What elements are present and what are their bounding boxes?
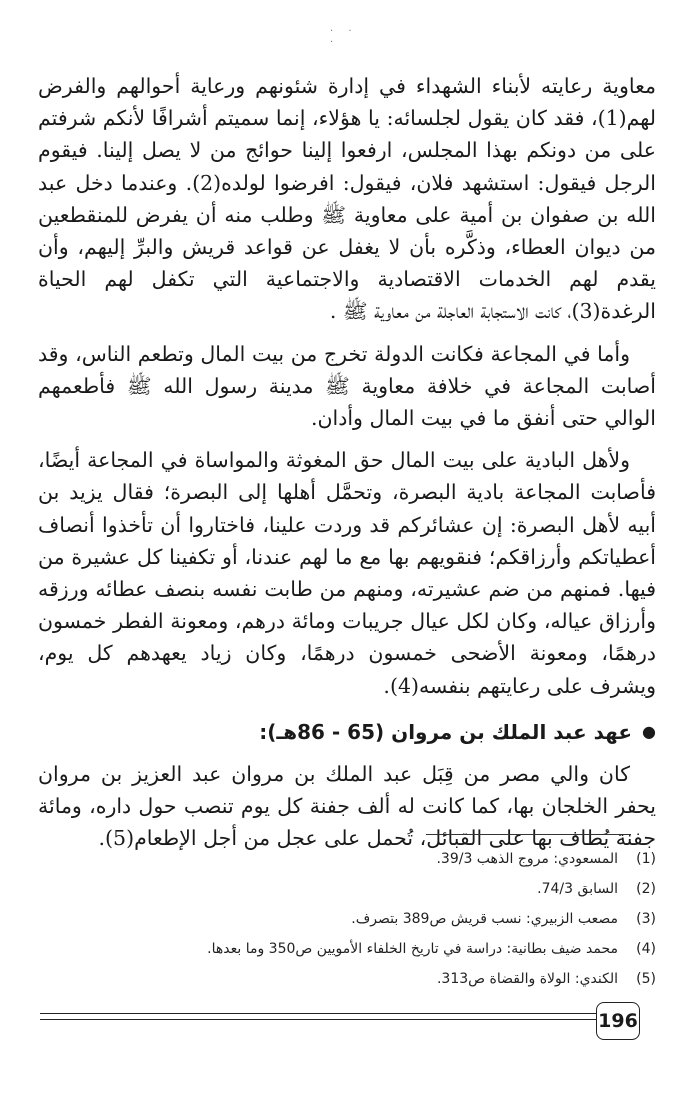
- footnote-separator: [426, 834, 631, 835]
- footer-rule-bottom: [40, 1019, 596, 1020]
- footnote-text: السابق 74/3.: [537, 881, 618, 897]
- footnote-number: (4): [636, 941, 656, 957]
- bullet-icon: ●: [642, 721, 656, 741]
- footnotes: [150, 844, 656, 994]
- main-text: [38, 70, 656, 855]
- footnote-text: مصعب الزبيري: نسب قريش ص389 بتصرف.: [351, 911, 618, 927]
- footnote-item: [150, 964, 656, 994]
- footnote-item: [150, 934, 656, 964]
- paragraph-1: معاوية رعايته لأبناء الشهداء في إدارة شئونهم ورعاية أحوالهم والفرض لهم(1)، فقد كان يقول لجلسائه: يا هؤلاء، إنما سميتم أشرافًا لأنكم شرفتم على من دونكم بهذا المجلس، ارفعوا إلينا حوائج من لا يصل إلينا. فيقوم الرجل فيقول: استشهد فلان، فيقول: افرضوا لولده(2). وعندما دخل عبد الله بن صفوان بن أمية على معاوية ﷺ وطلب منه أن يفرض للمنقطعين من ديوان العطاء، وذكَّره بأن لا يغفل عن قواعد قريش والبرِّ إليهم، وأن يقدم لهم الخدمات الاقتصادية والاجتماعية التي تكفل لهم الحياة الرغدة(3)، كانت الاستجابة العاجلة من معاوية ﷺ .: [38, 74, 656, 324]
- footnote-text: الكندي: الولاة والقضاة ص313.: [436, 971, 618, 987]
- footnote-item: [150, 844, 656, 874]
- footnote-item: [150, 874, 656, 904]
- footnote-number: (2): [636, 881, 656, 897]
- footer-rule-top: [40, 1013, 596, 1014]
- page-number: 196: [596, 1002, 640, 1040]
- paragraph-2: وأما في المجاعة فكانت الدولة تخرج من بيت المال وتطعم الناس، وقد أصابت المجاعة في خلافة معاوية ﷺ مدينة رسول الله ﷺ فأطعمهم الوالي حتى أنفق ما في بيت المال وأدان.: [38, 341, 656, 431]
- header-dots-ornament: · · ·: [330, 26, 358, 48]
- footnote-item: [150, 904, 656, 934]
- footnote-number: (5): [636, 971, 656, 987]
- paragraph-4: كان والي مصر من قِبَل عبد الملك بن مروان عبد العزيز بن مروان يحفر الخلجان بها، كما كانت له ألف جفنة كل يوم تنصب حول داره، ومائة جفنة يُطاف بها على القبائل، تُحمل على عجل من أجل الإطعام(5).: [38, 762, 656, 851]
- footnote-text: محمد ضيف بطانية: دراسة في تاريخ الخلفاء الأمويين ص350 وما بعدها.: [207, 941, 618, 957]
- footnote-text: المسعودي: مروج الذهب 39/3.: [436, 851, 618, 867]
- section-heading-text: عهد عبد الملك بن مروان (65 - 86هـ):: [259, 719, 633, 744]
- paragraph-3: ولأهل البادية على بيت المال حق المغوثة والمواساة في المجاعة أيضًا، فأصابت المجاعة بادية البصرة، وتحمَّل أهلها إلى البصرة؛ فقال يزيد بن أبيه لأهل البصرة: إن عشائركم قد وردت علينا، فاختاروا أن تأخذوا أنصاف أعطياتكم وأرزاقكم؛ فنقويهم بها مع ما لهم عندنا، أو تكفينا كل عشيرة من فيها. فمنهم من ضم عشيرته، ومنهم من طابت نفسه بنصف عطائه ورزقه وأرزاق عياله، وكان لكل عيال جريبات ومائة درهم، ومعونة الفطر خمسون درهمًا، ومعونة الأضحى خمسون درهمًا، وكان زياد يعهدهم كل يوم، ويشرف على رعايتهم بنفسه(4).: [38, 448, 656, 698]
- footnote-number: (3): [636, 911, 656, 927]
- section-heading: [38, 716, 656, 748]
- footnote-number: (1): [636, 851, 656, 867]
